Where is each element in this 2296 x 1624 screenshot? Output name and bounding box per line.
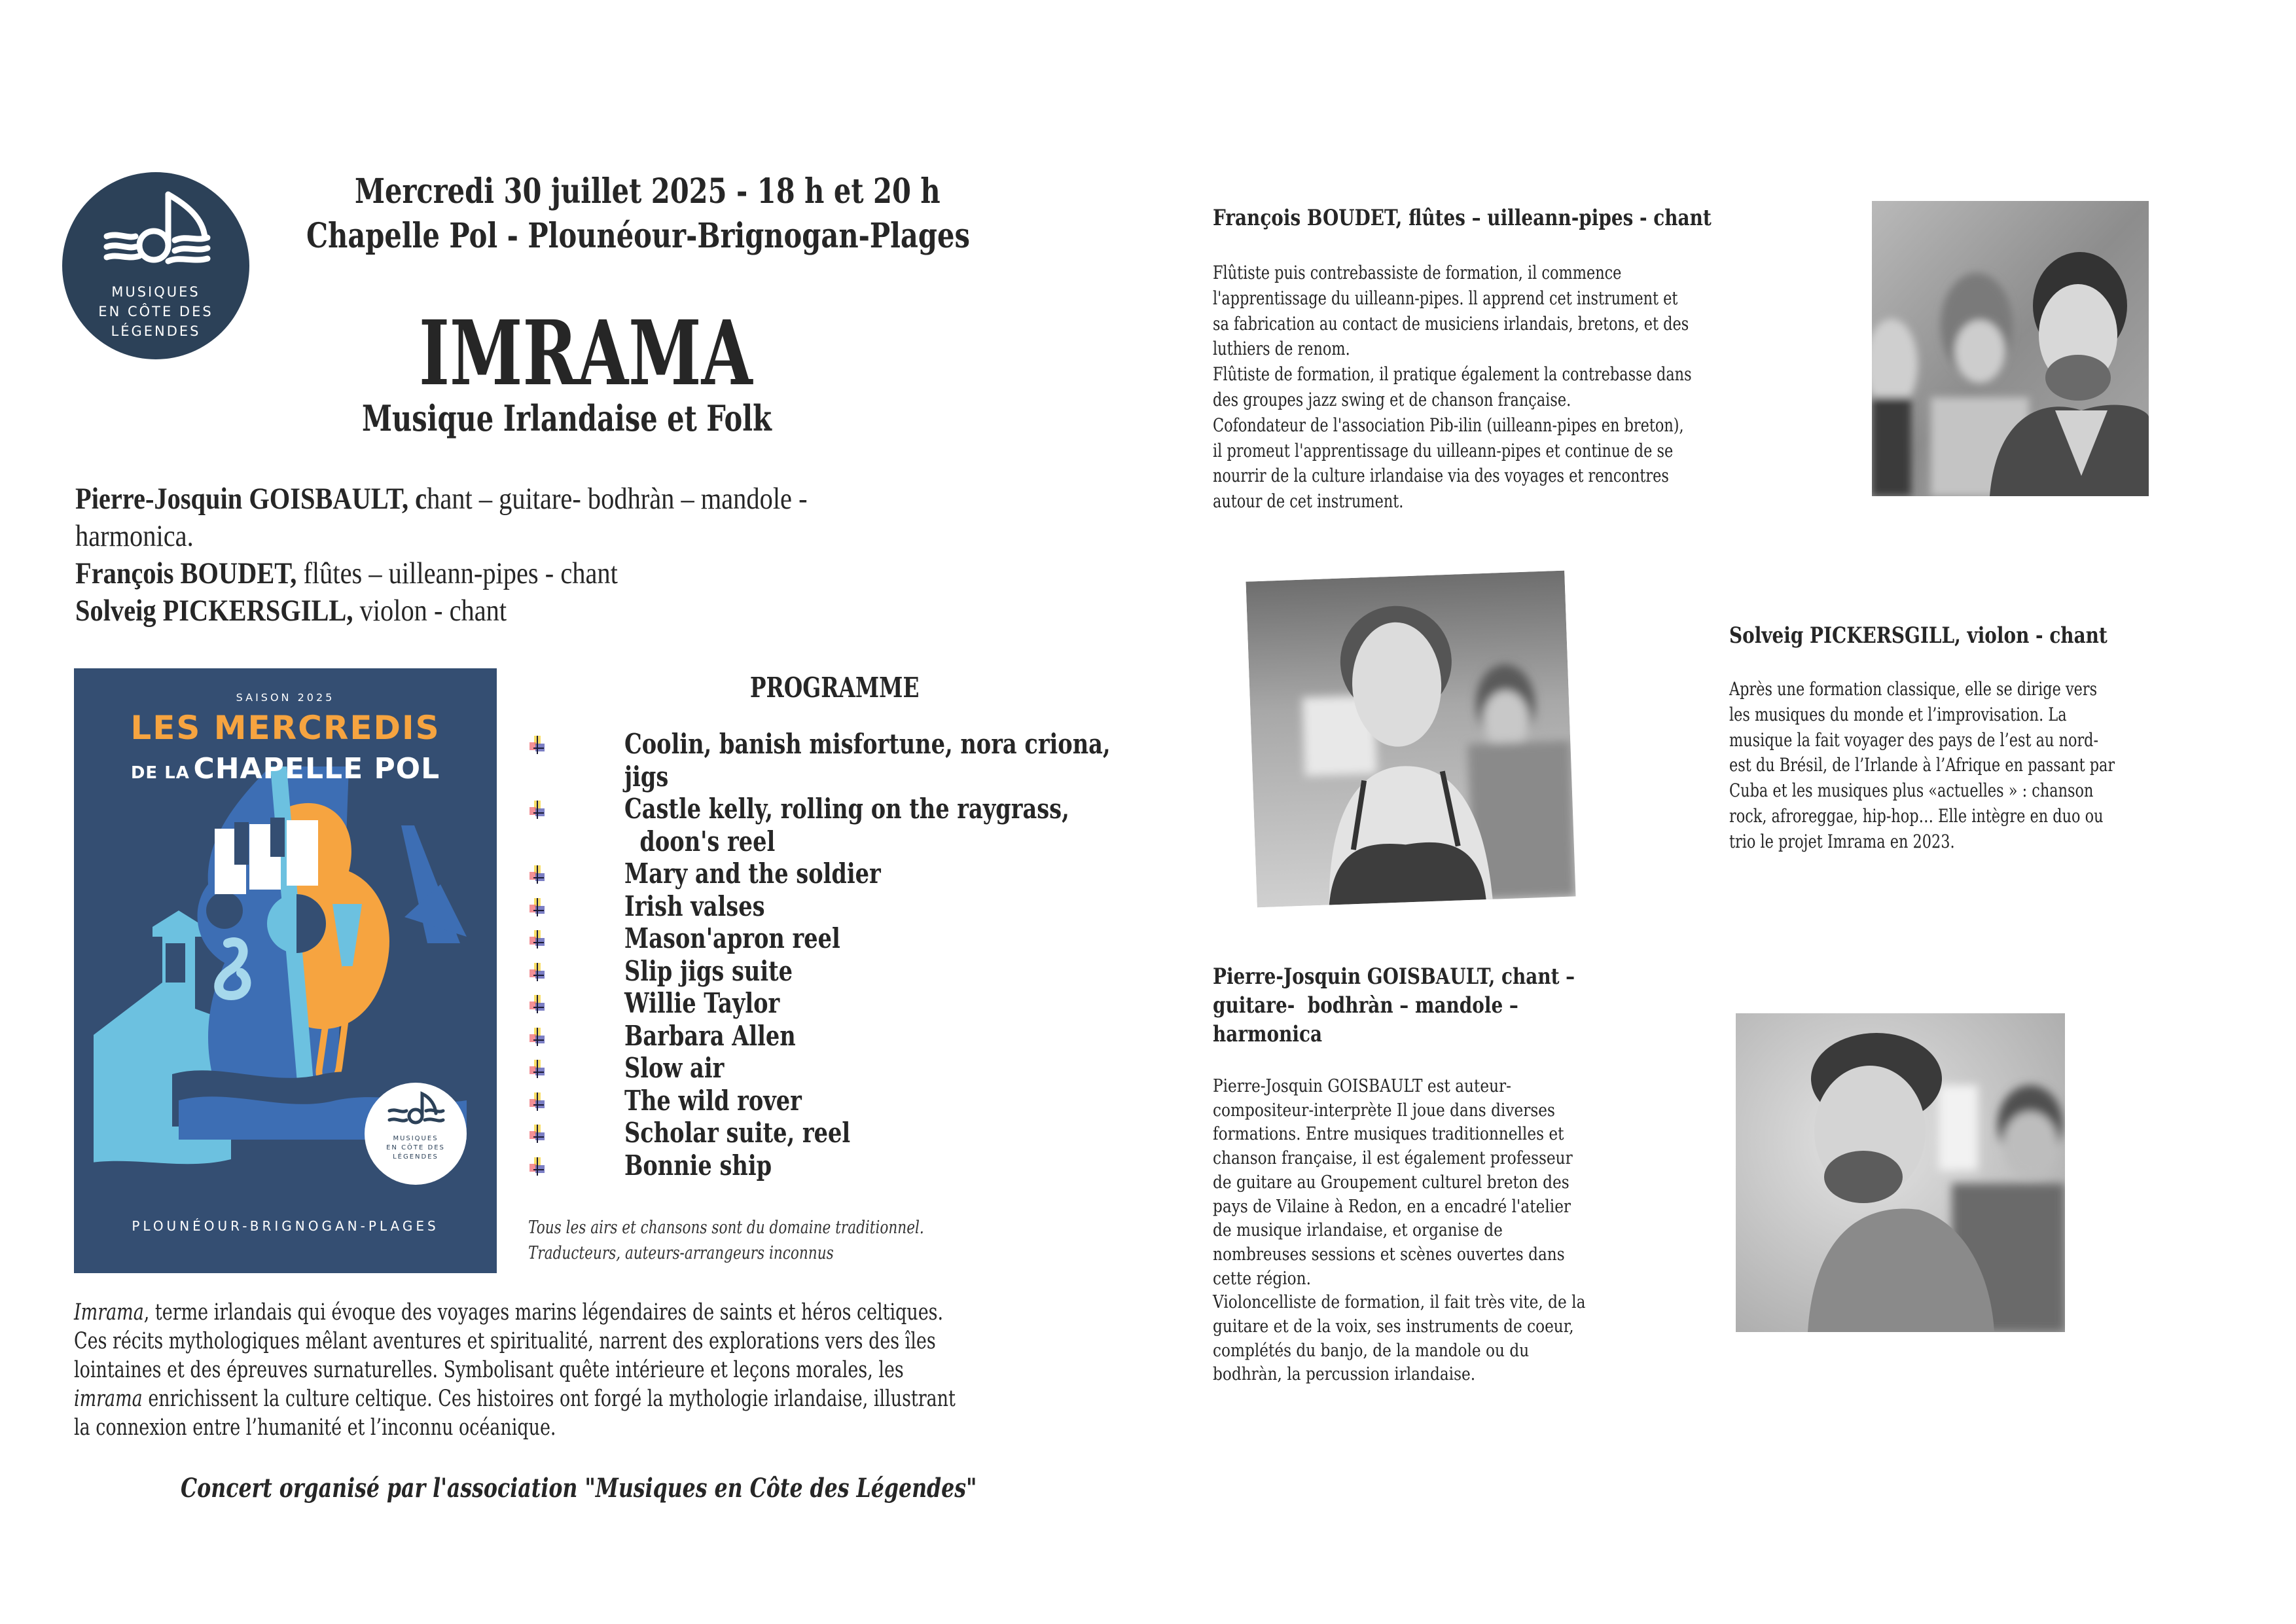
poster-badge-line2: EN CÔTE DES [386,1144,445,1151]
programme-item: Mason'apron reel [524,922,1152,955]
programme-item: Willie Taylor [524,987,1152,1020]
programme-item: Castle kelly, rolling on the raygrass, doon's reel [524,793,1152,857]
association-logo [62,172,249,359]
poster-season: SAISON 2025 [236,691,335,704]
colored-cross-bullet-icon [529,736,545,754]
musician-name: Solveig PICKERSGILL, [75,594,353,628]
description-line: la connexion entre l’humanité et l’inconnu océanique. [74,1415,556,1441]
event-date-time: Mercredi 30 juillet 2025 - 18 h et 20 h [355,171,941,211]
band-subtitle: Musique Irlandaise et Folk [362,397,772,439]
description-line: Imrama, terme irlandais qui évoque des voyages marins légendaires de saints et héros celtiques. [74,1299,944,1326]
colored-cross-bullet-icon [529,1157,545,1176]
musician-instruments: violon - chant [353,594,507,628]
poster-badge-line1: MUSIQUES [393,1135,439,1142]
photo-solveig-pickersgill [1246,571,1575,908]
imrama-description [74,1298,986,1442]
poster-title-line1: LES MERCREDIS [130,709,440,747]
programme-title: PROGRAMME [749,672,920,704]
colored-cross-bullet-icon [529,1028,545,1046]
footnote-line1: Tous les airs et chansons sont du domaine traditionnel. [528,1218,924,1238]
programme-item: Irish valses [524,890,1152,923]
poster-title-small: DE LA [130,763,190,783]
photo-pierre-josquin-goisbault [1736,1013,2065,1332]
description-line: lointaines et des épreuves surnaturelles. Symbolisant quête intérieure et leçons morales, les [74,1357,904,1383]
event-venue: Chapelle Pol - Plounéour-Brignogan-Plages [306,216,970,256]
musician-line-goisbault-cont: harmonica. [75,519,194,553]
logo-text-line3: LÉGENDES [111,323,201,339]
programme-item: Slip jigs suite [524,955,1152,988]
poster-badge-line3: LÉGENDES [393,1153,439,1161]
programme-item: The wild rover [524,1085,1152,1117]
colored-cross-bullet-icon [529,1125,545,1143]
colored-cross-bullet-icon [529,930,545,948]
musician-instruments: hant – guitare- bodhràn – mandole - [427,482,808,516]
programme-item: Scholar suite, reel [524,1117,1152,1149]
season-poster [74,668,497,1273]
bio-text-goisbault: Pierre-Josquin GOISBAULT est auteur- compositeur-interprète Il joue dans diverses formations. Entre musiques traditionnelles et chanson française, il est également professeur de guitare au Groupement culturel breton des pays de Vilaine à Redon, en a encadré l'atelier de musique irlandaise, et organise de nombreuses sessions et scènes ouvertes dans cette région. Violoncelliste de formation, il fait très vite, de la guitare et de la voix, ses instruments de coeur, complétés du banjo, de la mandole ou du bodhràn, la percussion irlandaise. [1213,1076,1586,1385]
colored-cross-bullet-icon [529,1060,545,1078]
musician-line-boudet [75,556,618,591]
bio-heading-pickersgill: Solveig PICKERSGILL, violon - chant [1729,623,2108,649]
musician-line-goisbault [75,481,808,516]
description-line: imrama enrichissent la culture celtique. Ces histoires ont forgé la mythologie irlandaise, illustrant [74,1386,956,1412]
musician-instruments: flûtes – uilleann-pipes - chant [296,556,618,590]
programme-item: Slow air [524,1052,1152,1085]
colored-cross-bullet-icon [529,963,545,981]
programme-item: Bonnie ship [524,1149,1152,1182]
organizer-credit: Concert organisé par l'association "Musiques en Côte des Légendes" [181,1473,977,1504]
bio-text-pickersgill: Après une formation classique, elle se dirige vers les musiques du monde et l’improvisation. La musique la fait voyager des pays de l’est au nord- est du Brésil, de l’Irlande à l’Afrique en passant par Cuba et les musiques plus «actuelles » : chanson rock, afroreggae, hip-hop… Elle intègre en duo ou trio le projet Imrama en 2023. [1729,678,2115,852]
poster-title-big: CHAPELLE POL [193,752,440,785]
bio-text-boudet: Flûtiste puis contrebassiste de formation, il commence l'apprentissage du uilleann-pipes. ll apprend cet instrument et sa fabrication au contact de musiciens irlandais, bretons, et des luthiers de renom. Flûtiste de formation, il pratique également la contrebasse dans des groupes jazz swing et de chanson française. Cofondateur de l'association Pib-ilin (uilleann-pipes en breton), il promeut l'apprentissage du uilleann-pipes et continue de se nourrir de la culture irlandaise via des voyages et rencontres autour de cet instrument. [1213,262,1692,513]
colored-cross-bullet-icon [529,898,545,916]
footnote-line2: Traducteurs, auteurs-arrangeurs inconnus [528,1243,834,1263]
musician-line-pickersgill [75,593,507,628]
musician-name: François BOUDET, [75,556,297,590]
bio-heading-goisbault: Pierre-Josquin GOISBAULT, chant – guitare- bodhràn – mandole – harmonica [1213,964,1575,1047]
musician-name: Pierre-Josquin GOISBAULT, [75,482,409,516]
programme-item: Barbara Allen [524,1020,1152,1053]
band-title: IMRAMA [419,301,753,406]
description-line: Ces récits mythologiques mêlant aventures et spiritualité, narrent des explorations vers des îles [74,1328,936,1354]
logo-text-line1: MUSIQUES [111,284,200,300]
programme-footnote [528,1215,924,1266]
programme-item: Mary and the soldier [524,857,1152,890]
colored-cross-bullet-icon [529,1092,545,1111]
programme-item: Coolin, banish misfortune, nora criona, jigs [524,728,1152,793]
colored-cross-bullet-icon [529,865,545,884]
colored-cross-bullet-icon [529,995,545,1013]
poster-location: PLOUNÉOUR-BRIGNOGAN-PLAGES [132,1218,439,1234]
bio-heading-boudet: François BOUDET, flûtes – uilleann-pipes - chant [1213,205,1712,231]
programme-list [524,728,1152,1182]
photo-francois-boudet [1872,201,2149,496]
musician-name-extra: c [408,482,427,516]
colored-cross-bullet-icon [529,801,545,819]
logo-text-line2: EN CÔTE DES [98,304,213,319]
poster-title-line2 [74,752,497,785]
